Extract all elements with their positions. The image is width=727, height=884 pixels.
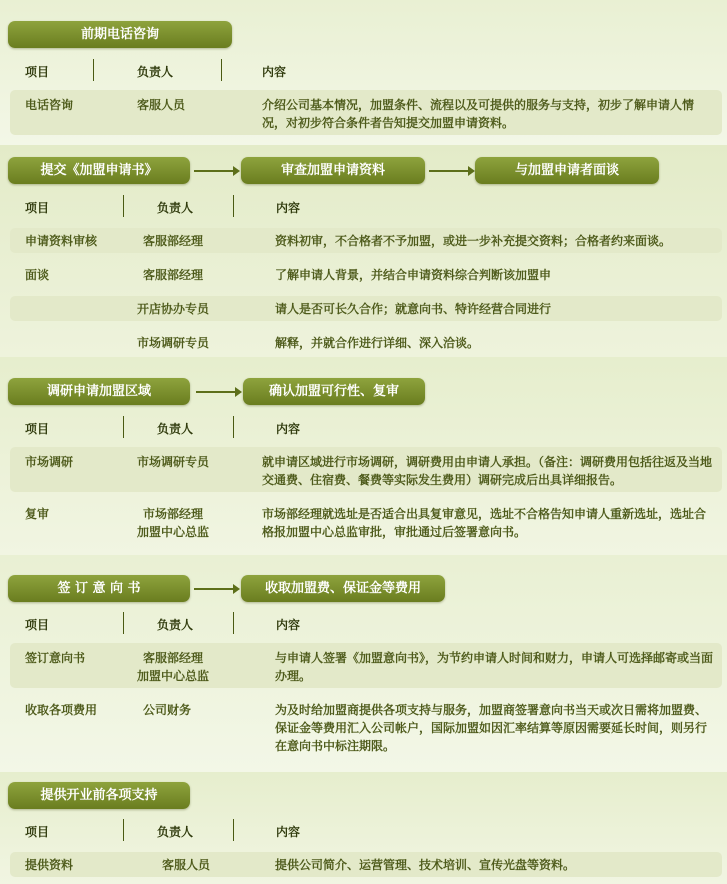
header-divider <box>123 416 124 438</box>
step-sign-intent[interactable]: 签 订 意 向 书 <box>8 575 190 602</box>
header-item: 项目 <box>25 618 50 632</box>
arrow-right-icon <box>196 391 236 393</box>
arrow-right-icon <box>194 170 234 172</box>
row-content: 介绍公司基本情况，加盟条件、流程以及可提供的服务与支持，初步了解申请人情况，对初步符合条件者告知提交加盟申请资料。 <box>262 98 695 130</box>
header-item: 项目 <box>25 422 50 436</box>
row-item: 市场调研 <box>25 455 74 469</box>
row-owner: 市场调研专员 <box>137 336 210 350</box>
row-content: 与申请人签署《加盟意向书》，为节约申请人时间和财力，申请人可选择邮寄或当面办理。 <box>275 651 714 683</box>
step-collect-fees[interactable]: 收取加盟费、保证金等费用 <box>241 575 445 602</box>
row-owner: 市场调研专员 <box>137 455 210 469</box>
header-content: 内容 <box>276 618 301 632</box>
header-content: 内容 <box>262 65 287 79</box>
header-owner: 负责人 <box>157 618 194 632</box>
row-owner: 市场部经理 <box>143 507 204 521</box>
header-divider <box>233 416 234 438</box>
row-owner: 客服人员 <box>137 98 186 112</box>
row-content: 资料初审，不合格者不予加盟，或进一步补充提交资料；合格者约来面谈。 <box>275 234 672 248</box>
header-divider <box>221 59 222 81</box>
step-pre-opening-support[interactable]: 提供开业前各项支持 <box>8 782 190 809</box>
step-interview-applicant[interactable]: 与加盟申请者面谈 <box>475 157 659 184</box>
header-owner: 负责人 <box>157 201 194 215</box>
header-divider <box>123 612 124 634</box>
header-content: 内容 <box>276 201 301 215</box>
row-owner: 开店协办专员 <box>137 302 210 316</box>
row-owner: 客服部经理 <box>143 234 204 248</box>
step-submit-application[interactable]: 提交《加盟申请书》 <box>8 157 190 184</box>
row-owner-secondary: 加盟中心总监 <box>137 525 210 539</box>
header-divider <box>233 612 234 634</box>
step-confirm-feasibility[interactable]: 确认加盟可行性、复审 <box>243 378 425 405</box>
header-content: 内容 <box>276 422 301 436</box>
header-item: 项目 <box>25 201 50 215</box>
row-owner: 公司财务 <box>143 703 192 717</box>
header-divider <box>233 195 234 217</box>
row-item: 签订意向书 <box>25 651 86 665</box>
header-divider <box>233 819 234 841</box>
row-owner: 客服部经理 <box>143 651 204 665</box>
row-owner: 客服人员 <box>162 858 211 872</box>
header-divider <box>123 195 124 217</box>
row-owner: 客服部经理 <box>143 268 204 282</box>
row-content: 提供公司简介、运营管理、技术培训、宣传光盘等资料。 <box>275 858 576 872</box>
row-owner-secondary: 加盟中心总监 <box>137 669 210 683</box>
step-review-materials[interactable]: 审查加盟申请资料 <box>241 157 425 184</box>
step-phone-consult[interactable]: 前期电话咨询 <box>8 21 232 48</box>
row-item: 面谈 <box>25 268 50 282</box>
header-owner: 负责人 <box>137 65 174 79</box>
row-content: 就申请区域进行市场调研，调研费用由申请人承担。（备注：调研费用包括往返及当地交通费、住宿费、餐费等实际发生费用）调研完成后出具详细报告。 <box>262 455 713 487</box>
row-item: 申请资料审核 <box>25 234 98 248</box>
row-item: 提供资料 <box>25 858 74 872</box>
header-owner: 负责人 <box>157 825 194 839</box>
row-content: 为及时给加盟商提供各项支持与服务，加盟商签署意向书当天或次日需将加盟费、保证金等费用汇入公司帐户，国际加盟如因汇率结算等原因需要延长时间，则另行在意向书中标注期限。 <box>275 703 708 753</box>
header-divider <box>123 819 124 841</box>
step-research-area[interactable]: 调研申请加盟区域 <box>8 378 190 405</box>
row-content: 了解申请人背景，并结合申请资料综合判断该加盟申 <box>275 268 552 282</box>
row-content: 市场部经理就选址是否适合出具复审意见，选址不合格告知申请人重新选址，选址合格报加盟中心总监审批，审批通过后签署意向书。 <box>262 507 707 539</box>
header-item: 项目 <box>25 65 50 79</box>
header-divider <box>93 59 94 81</box>
header-owner: 负责人 <box>157 422 194 436</box>
row-item: 复审 <box>25 507 50 521</box>
row-item: 电话咨询 <box>25 98 74 112</box>
row-content: 解释，并就合作进行详细、深入洽谈。 <box>275 336 480 350</box>
row-item: 收取各项费用 <box>25 703 98 717</box>
arrow-right-icon <box>194 588 234 590</box>
header-content: 内容 <box>276 825 301 839</box>
arrow-right-icon <box>429 170 469 172</box>
row-content: 请人是否可长久合作；就意向书、特许经营合同进行 <box>275 302 552 316</box>
header-item: 项目 <box>25 825 50 839</box>
